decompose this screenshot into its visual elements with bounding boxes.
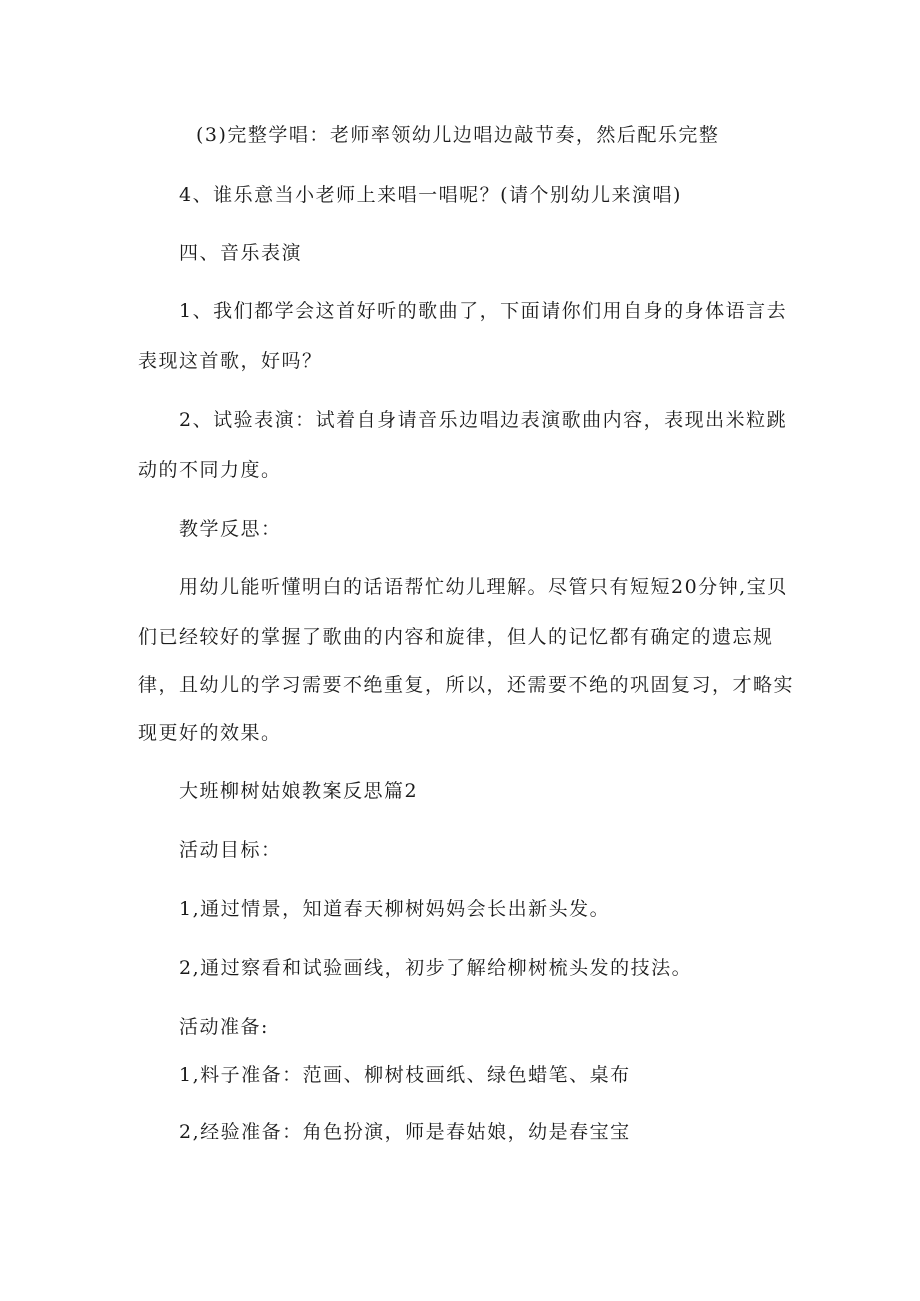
reflection-heading: 教学反思： [179,518,282,540]
performance-1-line-b: 表现这首歌，好吗？ [138,350,323,372]
article-2-title: 大班柳树姑娘教案反思篇2 [179,780,419,802]
goal-1: 1,通过情景，知道春天柳树妈妈会长出新头发。 [179,898,611,920]
step-3-line: (3)完整学唱：老师率领幼儿边唱边敲节奏，然后配乐完整 [196,124,720,146]
step-4-line: 4、谁乐意当小老师上来唱一唱呢？(请个别幼儿来演唱) [179,184,682,206]
goal-2: 2,通过察看和试验画线，初步了解给柳树梳头发的技法。 [179,957,693,979]
reflection-line-a: 用幼儿能听懂明白的话语帮忙幼儿理解。尽管只有短短20分钟,宝贝 [179,576,788,598]
prep-1: 1,料子准备：范画、柳树枝画纸、绿色蜡笔、桌布 [179,1064,631,1086]
performance-2-line-b: 动的不同力度。 [138,459,282,481]
section-heading-music-performance: 四、音乐表演 [179,242,303,264]
activity-goals-heading: 活动目标： [179,839,282,861]
reflection-line-b: 们已经较好的掌握了歌曲的内容和旋律，但人的记忆都有确定的遗忘规 [138,626,774,648]
prep-2: 2,经验准备：角色扮演，师是春姑娘，幼是春宝宝 [179,1121,631,1143]
reflection-line-c: 律，且幼儿的学习需要不绝重复，所以，还需要不绝的巩固复习，才略实 [138,674,795,696]
performance-1-line-a: 1、我们都学会这首好听的歌曲了，下面请你们用自身的身体语言去 [179,300,788,322]
reflection-line-d: 现更好的效果。 [138,722,282,744]
performance-2-line-a: 2、试验表演：试着自身请音乐边唱边表演歌曲内容，表现出米粒跳 [179,409,788,431]
activity-prep-heading: 活动准备: [179,1016,269,1038]
